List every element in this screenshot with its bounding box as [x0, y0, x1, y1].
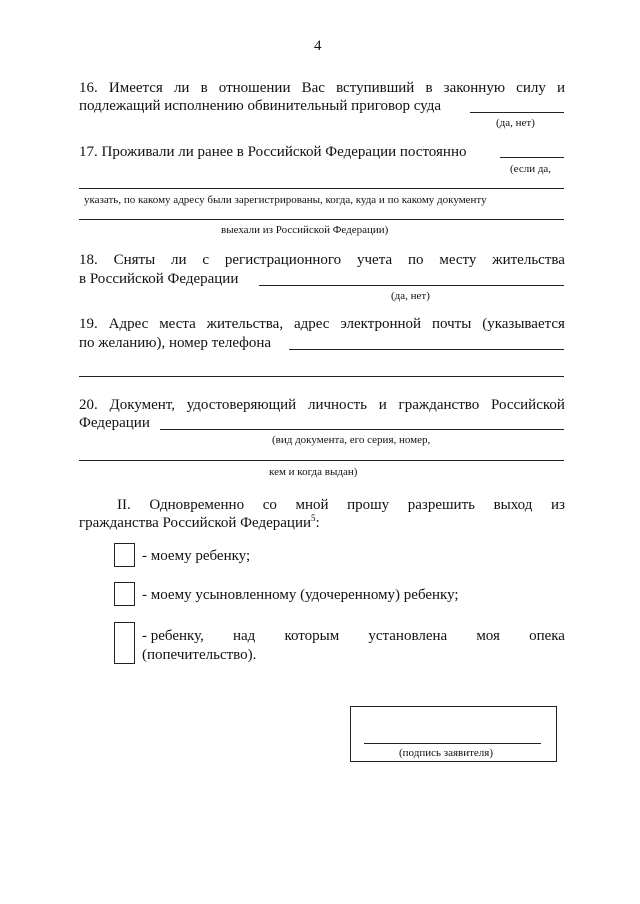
q19-answer-line[interactable]: [289, 349, 564, 350]
word: и: [378, 397, 387, 413]
word: почты: [431, 316, 472, 332]
footnote-marker: 5: [311, 513, 316, 523]
word: по: [407, 252, 424, 268]
word: электронной: [340, 316, 422, 332]
q17-answer-line-2[interactable]: [79, 188, 564, 189]
word: ли: [173, 80, 190, 96]
signature-line[interactable]: [364, 743, 541, 744]
word: Имеется: [108, 80, 163, 96]
q17-hint-2: указать, по какому адресу были зарегистрированы, когда, куда и по какому документу: [84, 194, 487, 206]
word: выход: [493, 497, 533, 513]
option-ward-child-line2: (попечительство).: [142, 647, 257, 663]
word: жительства,: [206, 316, 284, 332]
q20-line2: Федерации: [79, 415, 150, 431]
word: вступивший: [336, 80, 415, 96]
word: 20.: [79, 397, 98, 413]
word: моя: [476, 628, 500, 644]
word: с: [202, 252, 210, 268]
word: которым: [284, 628, 340, 644]
word: учета: [357, 252, 393, 268]
option-adopted-child: - моему усыновленному (удочеренному) ребенку;: [142, 587, 459, 603]
q19-line1: [79, 315, 565, 333]
word: жительства: [492, 252, 565, 268]
q18-hint: (да, нет): [391, 290, 430, 302]
checkbox-ward-child[interactable]: [114, 622, 135, 664]
word: со: [262, 497, 277, 513]
q19-answer-line-2[interactable]: [79, 376, 564, 377]
section2-line2-tail: :: [315, 515, 320, 531]
q17-answer-line-3[interactable]: [79, 219, 564, 220]
q17-hint-1: (если да,: [510, 163, 552, 175]
word: над: [233, 628, 256, 644]
q20-hint-2: кем и когда выдан): [269, 466, 358, 478]
word: разрешить: [407, 497, 475, 513]
word: месту: [439, 252, 477, 268]
word: опека: [529, 628, 565, 644]
q16-hint: (да, нет): [496, 117, 535, 129]
word: (указывается: [482, 316, 565, 332]
option-my-child: - моему ребенку;: [142, 548, 251, 564]
q20-line1: [79, 396, 565, 414]
q16-answer-line[interactable]: [470, 112, 564, 113]
word: - ребенку,: [142, 628, 204, 644]
word: отношении: [218, 80, 291, 96]
checkbox-adopted-child[interactable]: [114, 582, 135, 606]
word: 18.: [79, 252, 98, 268]
section2-line2: [79, 514, 320, 532]
word: 16.: [79, 80, 98, 96]
word: удостоверяющий: [186, 397, 297, 413]
q18-line2: в Российской Федерации: [79, 271, 239, 287]
q16-line2: подлежащий исполнению обвинительный приговор суда: [79, 98, 442, 114]
word: места: [159, 316, 196, 332]
q16-line1: [79, 79, 565, 97]
q18-line1: [79, 251, 565, 269]
page-number: 4: [314, 38, 322, 54]
word: регистрационного: [224, 252, 342, 268]
q17-line1: 17. Проживали ли ранее в Российской Федерации постоянно: [79, 144, 467, 160]
word: Документ,: [109, 397, 175, 413]
word: Одновременно: [149, 497, 245, 513]
q17-answer-line[interactable]: [500, 157, 564, 158]
q18-answer-line[interactable]: [259, 285, 564, 286]
word: 19.: [79, 316, 98, 332]
word: мной: [295, 497, 329, 513]
q20-answer-line[interactable]: [160, 429, 564, 430]
checkbox-my-child[interactable]: [114, 543, 135, 567]
word: Сняты: [113, 252, 156, 268]
word: личность: [307, 397, 367, 413]
option-ward-child-line1: [142, 627, 565, 645]
word: Российской: [491, 397, 565, 413]
word: в: [200, 80, 208, 96]
word: законную: [443, 80, 506, 96]
word: II.: [117, 497, 131, 513]
q20-hint-1: (вид документа, его серия, номер,: [272, 434, 431, 446]
word: и: [556, 80, 565, 96]
word: установлена: [368, 628, 448, 644]
word: Адрес: [108, 316, 149, 332]
word: адрес: [293, 316, 330, 332]
word: силу: [516, 80, 546, 96]
word: из: [550, 497, 565, 513]
word: прошу: [347, 497, 390, 513]
word: ли: [171, 252, 187, 268]
section2-line2-text: гражданства Российской Федерации: [79, 515, 312, 531]
word: гражданство: [398, 397, 480, 413]
q20-answer-line-2[interactable]: [79, 460, 564, 461]
q17-hint-3: выехали из Российской Федерации): [221, 224, 389, 236]
signature-label: (подпись заявителя): [399, 747, 494, 759]
q19-line2: по желанию), номер телефона: [79, 335, 272, 351]
word: Вас: [301, 80, 325, 96]
section2-line1: [117, 496, 565, 514]
word: в: [425, 80, 433, 96]
